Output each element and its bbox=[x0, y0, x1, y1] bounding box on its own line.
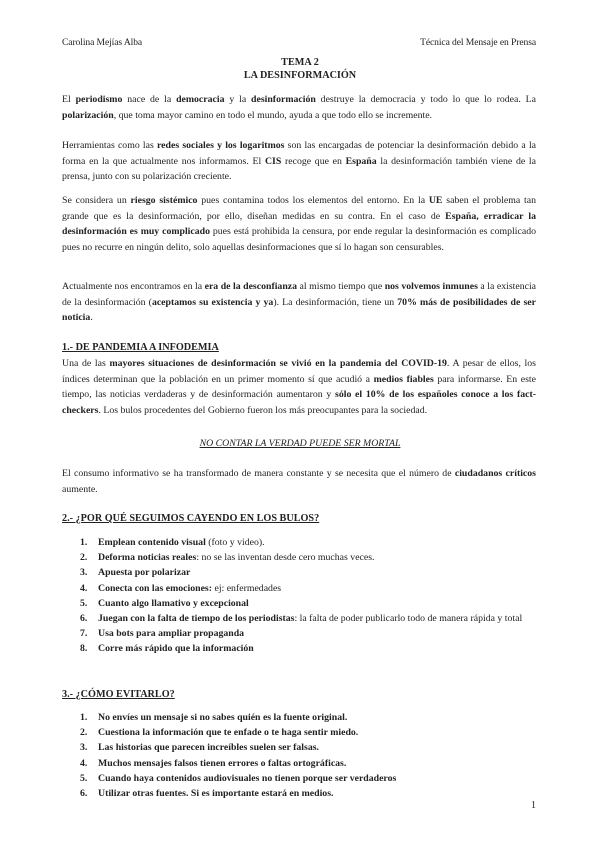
list-item-number: 5. bbox=[80, 597, 88, 609]
list-item-text bbox=[98, 756, 536, 771]
list-item-text bbox=[98, 535, 536, 550]
text-run: destruye la democracia y todo lo que lo rodea. La bbox=[315, 94, 537, 105]
bold-text-run: medios fiables bbox=[373, 373, 434, 385]
bold-text-run: riesgo sistémico bbox=[130, 195, 198, 206]
list-item-number: 6. bbox=[80, 613, 88, 625]
bold-text-run: Corre más rápido que la información bbox=[98, 643, 254, 655]
text-run: pues contamina todos los elementos del entorno. En la bbox=[197, 195, 429, 206]
bold-text-run: ciudadanos críticos bbox=[454, 468, 536, 479]
bold-text-run: Apuesta por polarizar bbox=[98, 567, 191, 579]
list-item-text bbox=[98, 611, 536, 626]
text-run: El bbox=[62, 94, 76, 105]
list-item-number: 7. bbox=[80, 628, 88, 640]
list-item-number: 3. bbox=[80, 742, 88, 754]
list-item-text bbox=[98, 740, 536, 755]
bold-text-run: Cuestiona la información que te enfade o te haga sentir miedo. bbox=[98, 727, 359, 739]
list-item bbox=[80, 626, 536, 641]
list-item-number: 8. bbox=[80, 643, 88, 655]
list-item bbox=[80, 581, 536, 596]
section-3-heading: 3.- ¿CÓMO EVITARLO? bbox=[62, 689, 175, 700]
text-run: recoge que en bbox=[281, 155, 346, 167]
bold-text-run: Usa bots para ampliar propaganda bbox=[98, 628, 245, 640]
list-item bbox=[80, 565, 536, 580]
list-item-text bbox=[98, 771, 536, 786]
list-item bbox=[80, 710, 536, 725]
bold-text-run: 70% más de posibilidades de ser noticia bbox=[62, 296, 536, 323]
list-item-number: 2. bbox=[80, 552, 88, 564]
header-author: Carolina Mejías Alba bbox=[62, 37, 143, 48]
text-run: ej: enfermedades bbox=[212, 582, 282, 594]
bold-text-run: Utilizar otras fuentes. Si es importante estará en medios. bbox=[98, 788, 334, 800]
section-1-paragraph-1 bbox=[62, 356, 536, 418]
list-item-number: 4. bbox=[80, 757, 88, 769]
bold-text-run: sólo el 10% de los españoles conoce a los fact-checkers bbox=[62, 389, 536, 416]
list-item-number: 2. bbox=[80, 727, 88, 739]
intro-paragraph-4 bbox=[62, 279, 536, 326]
bold-text-run: Juegan con la falta de tiempo de los periodistas bbox=[98, 613, 295, 625]
text-run: (foto y video). bbox=[205, 537, 265, 548]
intro-paragraph-3 bbox=[62, 193, 536, 255]
list-item bbox=[80, 611, 536, 626]
list-item-number: 5. bbox=[80, 772, 88, 784]
bold-text-run: redes sociales y los logaritmos bbox=[157, 140, 285, 151]
text-run: a la existencia de la desinformación ( bbox=[62, 281, 537, 308]
text-run: al mismo tiempo que bbox=[297, 281, 385, 292]
list-item bbox=[80, 786, 536, 801]
text-run: . Los bulos procedentes del Gobierno fueron los más preocupantes para la sociedad. bbox=[98, 404, 428, 416]
section-2-list bbox=[80, 535, 536, 657]
list-item-text bbox=[98, 786, 536, 801]
bold-text-run: Emplean contenido visual bbox=[98, 537, 206, 548]
section-1-heading: 1.- DE PANDEMIA A INFODEMIA bbox=[62, 342, 219, 353]
list-item-text bbox=[98, 725, 536, 740]
bold-text-run: democracia bbox=[176, 94, 225, 105]
text-run: Una de las bbox=[62, 358, 110, 369]
text-run: pues está prohibida la censura, por ende regular la desinformación es complicado pues no recurre en ningún delito, solo aquellas desinformaciones que sí lo hagan son censurables. bbox=[62, 226, 536, 253]
section-2-heading: 2.- ¿POR QUÉ SEGUIMOS CAYENDO EN LOS BULOS? bbox=[62, 513, 320, 524]
section-1-paragraph-2 bbox=[62, 466, 536, 497]
text-run: Herramientas como las bbox=[62, 140, 158, 151]
text-run: para informarse. En este tiempo, las noticias verdaderas y de desinformación aumentaron y bbox=[62, 373, 536, 400]
bold-text-run: España, erradicar la desinformación es muy complicado bbox=[62, 210, 536, 237]
bold-text-run: periodismo bbox=[75, 94, 123, 105]
list-item-text bbox=[98, 581, 536, 596]
list-item-number: 1. bbox=[80, 537, 88, 548]
text-run: Actualmente nos encontramos en la bbox=[62, 281, 205, 292]
intro-paragraph-2 bbox=[62, 138, 536, 185]
list-item-text bbox=[98, 710, 536, 725]
bold-text-run: UE bbox=[428, 195, 443, 206]
text-run: . A pesar de ellos, los índices determinan que la población en un primer momento sí que acudió a bbox=[62, 358, 536, 385]
text-run: Se considera un bbox=[62, 195, 131, 206]
bold-text-run: era de la desconfianza bbox=[204, 281, 298, 292]
list-item-text bbox=[98, 596, 536, 611]
text-run: aumente. bbox=[62, 483, 98, 495]
bold-text-run: desinformación bbox=[251, 94, 316, 105]
bold-text-run: mayores situaciones de desinformación se vivió en la pandemia del COVID-19 bbox=[109, 358, 447, 369]
list-item bbox=[80, 550, 536, 565]
list-item-text bbox=[98, 641, 536, 656]
bold-text-run: Muchos mensajes falsos tienen errores o faltas ortográficas. bbox=[98, 757, 347, 769]
bold-text-run: Las historias que parecen increíbles suelen ser falsas. bbox=[98, 742, 319, 754]
list-item bbox=[80, 771, 536, 786]
list-item bbox=[80, 740, 536, 755]
bold-text-run: España bbox=[345, 155, 377, 167]
bold-text-run: Cuando haya contenidos audiovisuales no tienen porque ser verdaderos bbox=[98, 772, 397, 784]
list-item-number: 3. bbox=[80, 567, 88, 579]
section-1-quote: NO CONTAR LA VERDAD PUEDE SER MORTAL bbox=[199, 438, 401, 449]
text-run: ). La desinformación, tiene un bbox=[273, 296, 398, 308]
list-item-text bbox=[98, 550, 536, 565]
text-run: : la falta de poder publicarlo todo de manera rápida y total bbox=[294, 613, 523, 625]
bold-text-run: CIS bbox=[264, 155, 282, 167]
bold-text-run: aceptamos su existencia y ya bbox=[151, 296, 274, 308]
page-number: 1 bbox=[531, 800, 536, 811]
section-3-list bbox=[80, 710, 536, 801]
title-main: LA DESINFORMACIÓN bbox=[243, 70, 357, 81]
text-run: saben el problema tan grande que es la desinformación, por ello, diseñan medidas en su contra. En el caso de bbox=[62, 195, 537, 222]
list-item-text bbox=[98, 565, 536, 580]
bold-text-run: Cuanto algo llamativo y excepcional bbox=[98, 597, 249, 609]
bold-text-run: No envíes un mensaje si no sabes quién es la fuente original. bbox=[98, 712, 348, 723]
text-run: . bbox=[90, 312, 93, 323]
text-run: la desinformación también viene de la prensa, junto con su polarización creciente. bbox=[62, 155, 536, 182]
list-item-number: 6. bbox=[80, 788, 88, 800]
list-item bbox=[80, 596, 536, 611]
list-item bbox=[80, 756, 536, 771]
list-item-number: 4. bbox=[80, 582, 88, 594]
bold-text-run: nos volvemos inmunes bbox=[384, 281, 478, 292]
text-run: : no se las inventan desde cero muchas veces. bbox=[196, 552, 375, 564]
bold-text-run: Deforma noticias reales bbox=[98, 552, 197, 564]
title-topic: TEMA 2 bbox=[281, 57, 319, 68]
bold-text-run: polarización bbox=[62, 109, 114, 121]
text-run: y la bbox=[224, 94, 252, 105]
text-run: , que toma mayor camino en todo el mundo, ayuda a que todo ello se incremente. bbox=[113, 109, 433, 121]
list-item-number: 1. bbox=[80, 712, 88, 723]
intro-paragraph-1 bbox=[62, 92, 536, 123]
list-item-text bbox=[98, 626, 536, 641]
text-run: El consumo informativo se ha transformado de manera constante y se necesita que el número de bbox=[62, 468, 455, 479]
text-run: nace de la bbox=[122, 94, 177, 105]
header-course: Técnica del Mensaje en Prensa bbox=[420, 37, 536, 48]
list-item bbox=[80, 725, 536, 740]
list-item bbox=[80, 641, 536, 656]
bold-text-run: Conecta con las emociones: bbox=[98, 582, 213, 594]
text-run: son las encargadas de potenciar la desinformación debido a la forma en la que actualmente nos informamos. El bbox=[62, 140, 537, 167]
list-item bbox=[80, 535, 536, 550]
